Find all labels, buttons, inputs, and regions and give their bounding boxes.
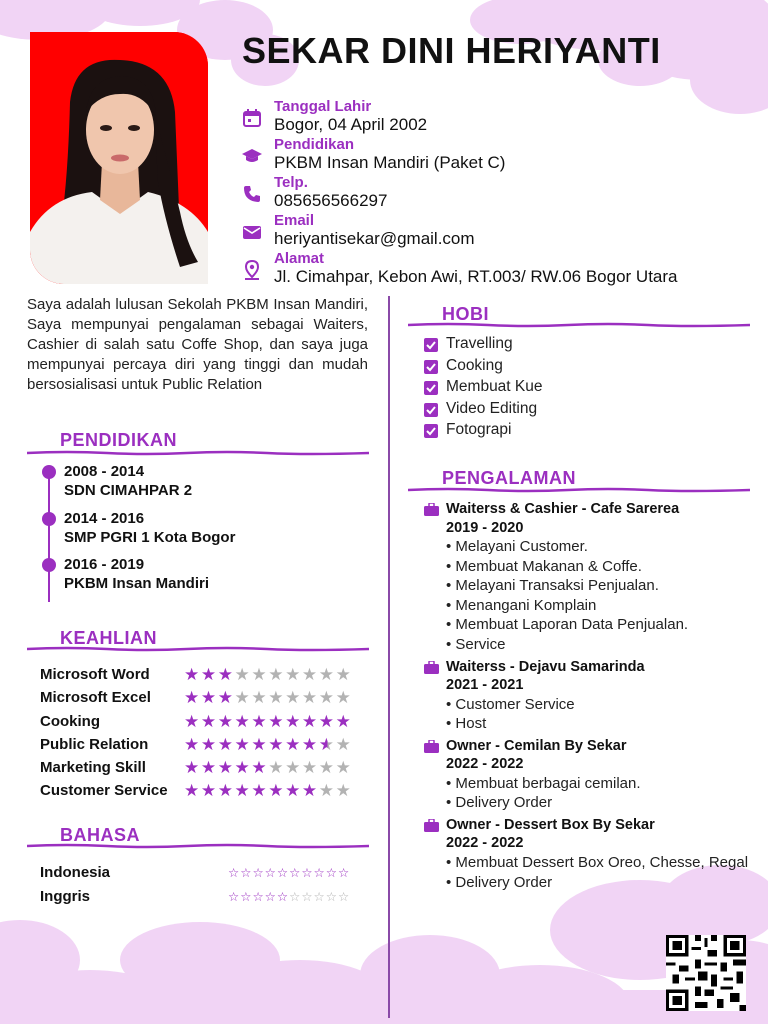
full-name: SEKAR DINI HERIYANTI	[242, 30, 661, 71]
star-icon: ★	[200, 734, 218, 754]
briefcase-icon	[424, 661, 439, 674]
briefcase-icon	[424, 740, 439, 753]
job-task: • Membuat Makanan & Coffe.	[446, 557, 642, 575]
star-icon: ★	[184, 711, 201, 731]
skill-row	[40, 757, 370, 780]
section-title-skills: KEAHLIAN	[60, 628, 157, 648]
star-icon: ★	[234, 781, 252, 801]
job-period: 2022 - 2022	[446, 756, 524, 773]
job-task: • Customer Service	[446, 695, 575, 713]
skill-name: Cooking	[40, 712, 100, 730]
star-icon: ★	[251, 688, 269, 708]
section-underline	[408, 322, 750, 328]
language-rating	[228, 865, 350, 880]
skill-rating	[184, 688, 352, 708]
star-icon: ★	[268, 781, 286, 801]
star-icon: ★	[301, 688, 319, 708]
info-birth	[242, 98, 752, 136]
star-icon: ★	[217, 711, 235, 731]
star-icon: ☆	[252, 889, 265, 904]
section-title-hobbies: HOBI	[442, 304, 489, 324]
star-icon: ★	[200, 711, 218, 731]
hobbies-list	[424, 335, 744, 443]
checkbox-checked-icon	[424, 338, 438, 352]
info-label: Tanggal Lahir	[274, 98, 372, 115]
job-task: • Membuat Dessert Box Oreo, Chesse, Regal	[446, 853, 749, 871]
star-icon: ★	[285, 734, 302, 754]
star-icon: ★	[251, 711, 269, 731]
star-icon: ★	[335, 688, 353, 708]
hobby-label: Video Editing	[446, 399, 538, 417]
star-icon: ☆	[264, 866, 277, 880]
skill-rating	[184, 781, 352, 801]
star-icon: ★	[318, 688, 336, 708]
profile-photo	[30, 32, 208, 284]
star-icon: ★	[318, 711, 336, 731]
star-icon: ★	[285, 711, 302, 731]
skill-rating	[184, 735, 352, 755]
star-icon: ☆	[325, 866, 338, 880]
star-icon: ☆	[325, 889, 338, 904]
star-icon: ★	[335, 711, 353, 731]
skill-row	[40, 711, 370, 734]
checkbox-checked-icon	[424, 360, 438, 374]
info-value: Bogor, 04 April 2002	[274, 115, 428, 134]
job-title: Owner - Cemilan By Sekar	[446, 737, 627, 754]
info-education	[242, 136, 752, 174]
timeline-dot	[42, 512, 56, 526]
section-title-education: PENDIDIKAN	[60, 430, 178, 450]
star-icon: ★	[285, 758, 302, 778]
hobby-item	[424, 400, 744, 422]
info-phone	[242, 174, 752, 212]
star-icon: ★	[184, 781, 201, 801]
star-icon: ★	[268, 665, 286, 684]
star-icon: ★	[234, 711, 252, 731]
star-icon: ★	[217, 734, 235, 754]
star-icon: ☆	[276, 866, 290, 880]
skill-name: Microsoft Word	[40, 666, 150, 683]
job-period: 2019 - 2020	[446, 519, 524, 536]
star-icon: ★	[251, 665, 269, 684]
hobby-label: Cooking	[446, 356, 503, 374]
star-icon: ★	[301, 711, 319, 731]
star-icon: ★	[217, 781, 235, 801]
experience-list	[424, 500, 754, 895]
job-title: Waiterss - Dejavu Samarinda	[446, 658, 645, 675]
info-label: Email	[274, 212, 315, 229]
star-icon: ★	[301, 734, 319, 754]
timeline-dot	[42, 558, 56, 572]
section-underline	[408, 487, 750, 493]
star-icon: ★	[184, 665, 201, 684]
graduation-cap-icon	[242, 146, 262, 166]
star-icon: ★	[234, 688, 252, 708]
star-icon: ★	[301, 665, 319, 684]
language-name: Inggris	[40, 887, 91, 905]
star-icon: ☆	[228, 866, 241, 880]
star-icon: ★	[318, 758, 336, 778]
job-task: • Service	[446, 635, 506, 653]
calendar-icon	[242, 108, 262, 128]
star-icon: ☆	[252, 866, 265, 880]
job-task: • Membuat berbagai cemilan.	[446, 774, 641, 792]
hobby-label: Travelling	[446, 335, 513, 352]
star-icon: ★	[285, 688, 302, 708]
skill-row	[40, 780, 370, 803]
star-icon: ★	[251, 734, 269, 754]
experience-item	[424, 737, 754, 813]
checkbox-checked-icon	[424, 403, 438, 417]
info-value: Jl. Cimahpar, Kebon Awi, RT.003/ RW.06 Bogor Utara	[274, 267, 678, 286]
star-icon: ☆	[301, 889, 314, 904]
hobby-label: Membuat Kue	[446, 378, 543, 396]
hobby-item	[424, 357, 744, 379]
experience-item	[424, 658, 754, 734]
star-icon: ☆	[276, 889, 290, 904]
languages-list	[40, 862, 370, 909]
star-icon: ☆	[337, 889, 351, 904]
location-pin-icon	[242, 260, 262, 280]
star-icon: ★	[184, 734, 201, 754]
job-period: 2022 - 2022	[446, 835, 524, 852]
experience-item	[424, 500, 754, 655]
education-years: 2008 - 2014	[64, 463, 145, 480]
language-rating	[228, 889, 350, 904]
info-value: PKBM Insan Mandiri (Paket C)	[274, 153, 506, 172]
education-school: SMP PGRI 1 Kota Bogor	[64, 529, 236, 546]
timeline-line	[48, 468, 50, 602]
info-address	[242, 250, 752, 288]
star-icon: ★	[335, 758, 353, 778]
star-icon: ☆	[289, 866, 302, 880]
star-icon: ★	[200, 665, 218, 684]
job-task: • Host	[446, 715, 487, 733]
star-icon: ★	[268, 688, 286, 708]
job-title: Waiterss & Cashier - Cafe Sarerea	[446, 501, 680, 517]
experience-item	[424, 816, 754, 892]
job-task: • Melayani Customer.	[446, 538, 588, 555]
info-email	[242, 212, 752, 250]
section-title-experience: PENGALAMAN	[442, 468, 576, 488]
job-task: • Delivery Order	[446, 873, 553, 891]
skill-name: Customer Service	[40, 782, 168, 800]
briefcase-icon	[424, 819, 439, 832]
skill-row	[40, 734, 370, 757]
star-icon: ★	[234, 758, 252, 778]
job-task: • Menangani Komplain	[446, 596, 597, 614]
star-icon: ★	[234, 734, 252, 754]
profile-summary: Saya adalah lulusan Sekolah PKBM Insan Mandiri, Saya mempunyai pengalaman sebagai Waiters, Cashier di salah satu Coffe Shop, dan saya juga mempunyai percaya diri yang tinggi dan mudah bersosialisasi untuk Public Relation	[27, 296, 368, 393]
hobby-item	[424, 335, 744, 357]
star-icon: ★	[251, 781, 269, 801]
checkbox-checked-icon	[424, 424, 438, 438]
qr-code	[666, 935, 746, 1011]
hobby-item	[424, 421, 744, 443]
star-icon: ★	[318, 781, 336, 801]
language-row	[40, 886, 370, 910]
briefcase-icon	[424, 503, 439, 516]
info-value: heriyantisekar@gmail.com	[274, 229, 475, 248]
star-icon: ★	[217, 758, 235, 778]
star-icon: ★	[301, 781, 319, 801]
star-icon: ☆	[313, 866, 326, 880]
star-icon: ☆	[240, 889, 253, 904]
timeline-dot	[42, 465, 56, 479]
education-school: SDN CIMAHPAR 2	[64, 482, 193, 499]
language-row	[40, 862, 370, 886]
star-icon: ★	[217, 688, 235, 708]
section-underline	[27, 843, 369, 849]
job-task: • Melayani Transaksi Penjualan.	[446, 577, 659, 595]
hobby-item	[424, 378, 744, 400]
language-name: Indonesia	[40, 864, 111, 881]
star-icon: ★	[285, 665, 302, 684]
star-icon: ☆	[228, 889, 241, 904]
skills-list	[40, 664, 370, 804]
star-icon: ★	[200, 781, 218, 801]
section-title-languages: BAHASA	[60, 825, 141, 845]
star-icon: ☆	[240, 866, 253, 880]
skill-row	[40, 687, 370, 710]
skill-rating	[184, 712, 352, 732]
star-icon: ★	[268, 758, 286, 778]
column-divider	[388, 296, 390, 1018]
job-task: • Membuat Laporan Data Penjualan.	[446, 616, 689, 634]
skill-rating	[184, 758, 352, 778]
star-icon: ★	[335, 665, 353, 684]
personal-info	[242, 98, 752, 288]
star-icon: ★	[301, 758, 319, 778]
star-icon: ★	[200, 688, 218, 708]
skill-name: Marketing Skill	[40, 759, 146, 777]
hobby-label: Fotograpi	[446, 421, 512, 439]
skill-name: Microsoft Excel	[40, 689, 151, 707]
checkbox-checked-icon	[424, 381, 438, 395]
skill-row	[40, 664, 370, 687]
star-icon: ☆	[313, 889, 326, 904]
education-years: 2016 - 2019	[64, 556, 145, 573]
star-icon: ★	[335, 781, 353, 801]
star-icon: ★	[285, 781, 302, 801]
star-icon: ★	[184, 758, 201, 778]
star-icon: ★	[234, 665, 252, 684]
job-period: 2021 - 2021	[446, 677, 524, 694]
star-icon: ★	[318, 734, 336, 754]
job-title: Owner - Dessert Box By Sekar	[446, 816, 655, 833]
skill-name: Public Relation	[40, 735, 149, 753]
star-icon: ☆	[301, 866, 314, 880]
mail-icon	[242, 222, 262, 242]
section-underline	[27, 646, 369, 652]
info-label: Telp.	[274, 174, 308, 191]
star-icon: ★	[335, 734, 353, 754]
skill-rating	[184, 665, 352, 685]
star-icon: ☆	[264, 889, 277, 904]
star-icon: ★	[251, 758, 269, 778]
star-icon: ★	[318, 665, 336, 684]
education-years: 2014 - 2016	[64, 510, 145, 527]
star-icon: ☆	[289, 889, 302, 904]
star-icon: ★	[268, 711, 286, 731]
phone-icon	[242, 184, 262, 204]
info-value: 085656566297	[274, 191, 388, 210]
star-icon: ☆	[337, 866, 351, 880]
star-icon: ★	[268, 734, 286, 754]
star-icon: ★	[200, 758, 218, 778]
star-icon: ★	[184, 688, 201, 708]
section-underline	[27, 450, 369, 456]
star-icon: ★	[217, 665, 235, 684]
info-label: Alamat	[274, 250, 325, 267]
info-label: Pendidikan	[274, 136, 355, 153]
education-school: PKBM Insan Mandiri	[64, 575, 210, 592]
job-task: • Delivery Order	[446, 794, 553, 812]
